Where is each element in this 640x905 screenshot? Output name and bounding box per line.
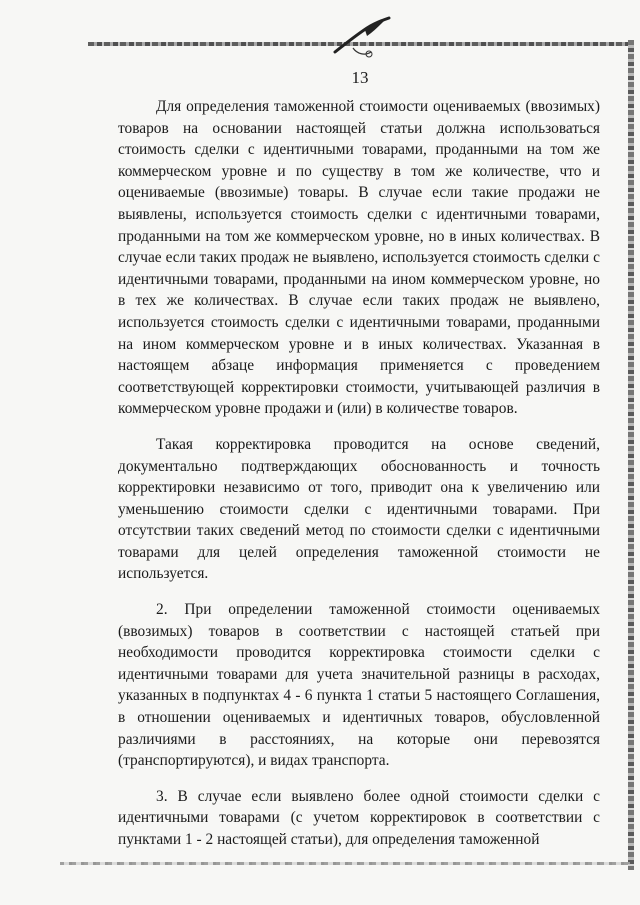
paragraph: 2. При определении таможенной стоимости оцениваемых (ввозимых) товаров в соответствии с настоящей статьей при необходимости проводится корректировка стоимости сделки с идентичными товарами для учета значительной разницы в расходах, указанных в подпунктах 4 - 6 пункта 1 статьи 5 настоящего Соглашения, в отношении оцениваемых и идентичных товаров, обусловленной различиями в расстояниях, на которые они перевозятся (транспортируются), и видах транспорта. [118, 601, 600, 770]
paragraph: Такая корректировка проводится на основе сведений, документально подтверждающих обоснованность и точность корректировки независимо от того, приводит она к увеличению или уменьшению стоимости сделки с идентичными товарами. При отсутствии таких сведений метод по стоимости сделки с идентичными товарами для целей определения таможенной стоимости не используется. [118, 435, 600, 583]
paragraph: Для определения таможенной стоимости оцениваемых (ввозимых) товаров на основании настоящей статьи должна использоваться стоимость сделки с идентичными товарами, проданными на том же коммерческом уровне и по существу в том же количестве, что и оцениваемые (ввозимые) товары. В случае если такие продажи не выявлены, используется стоимость сделки с идентичными товарами, проданными на том же коммерческом уровне, но в иных количествах. В случае если таких продаж не выявлено, используется стоимость сделки с идентичными товарами, проданными на ином коммерческом уровне, но в тех же количествах. В случае если таких продаж не выявлено, используется стоимость сделки с идентичными товарами, проданными на ином коммерческом уровне и в иных количествах. Указанная в настоящем абзаце информация применяется с проведением соответствующей корректировки стоимости, учитывающей различия в коммерческом уровне продажи и (или) в количестве товаров. [118, 98, 600, 418]
signature-mark-icon [325, 14, 395, 64]
paragraph: 3. В случае если выявлено более одной стоимости сделки с идентичными товарами (с учетом корректировок в соответствии с пунктами 1 - 2 настоящей статьи), для определения таможенной [118, 787, 600, 848]
document-body [118, 96, 600, 865]
page-number: 13 [351, 68, 369, 87]
scan-border-right [628, 40, 634, 870]
